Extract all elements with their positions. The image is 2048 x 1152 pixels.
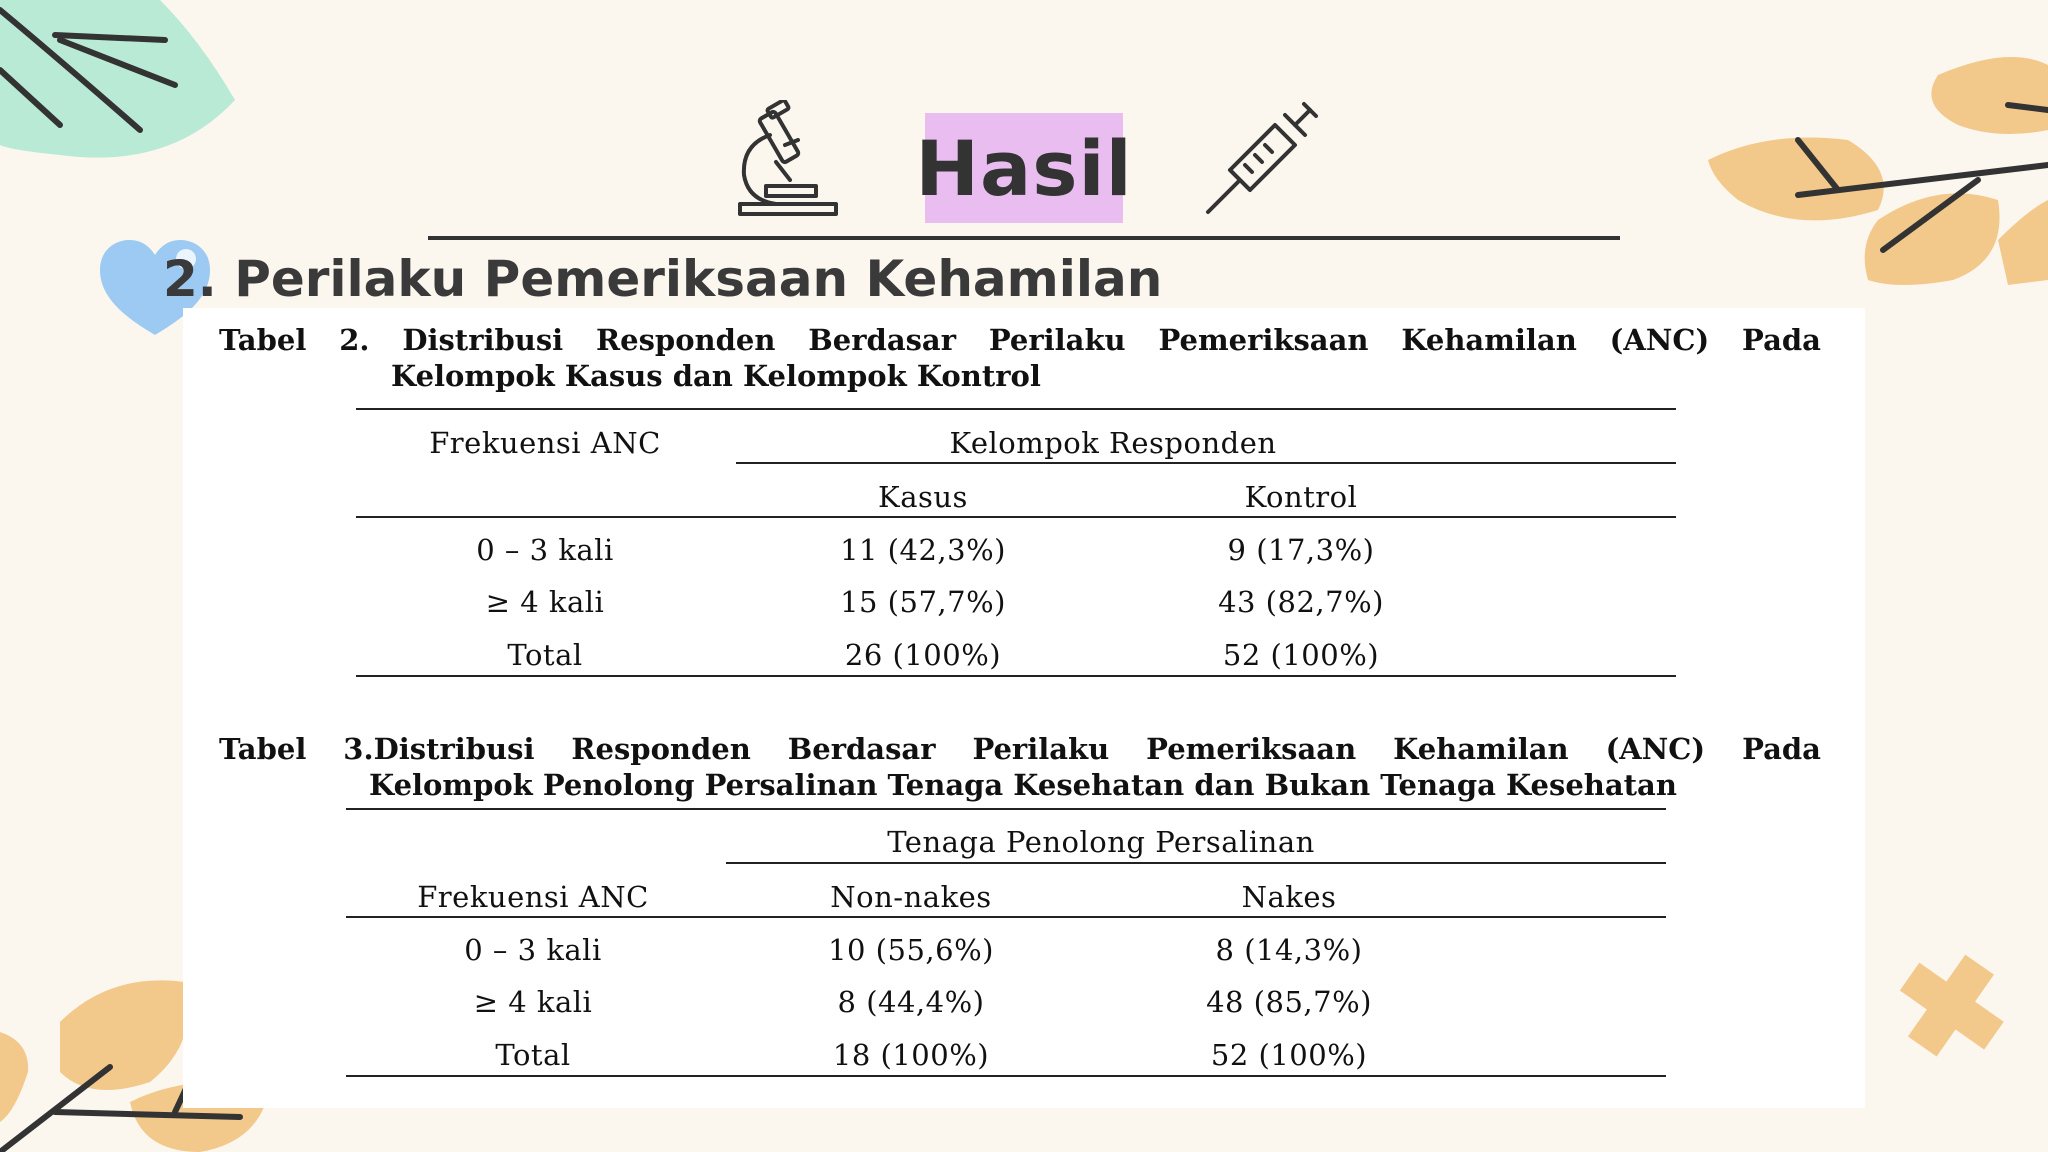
table2-group-header: Kelompok Responden — [949, 426, 1277, 460]
table3-cell: 8 (14,3%) — [1215, 933, 1363, 967]
table2-cell: 26 (100%) — [844, 638, 1002, 672]
leaf-decoration-top-left — [0, 0, 250, 170]
table3-cell: 52 (100%) — [1210, 1038, 1368, 1072]
table3-cell: 18 (100%) — [832, 1038, 990, 1072]
table2-cell: 11 (42,3%) — [840, 533, 1006, 567]
table3-group-header: Tenaga Penolong Persalinan — [887, 825, 1315, 859]
table2-row-header: Frekuensi ANC — [429, 426, 661, 460]
table2-bottom-rule — [356, 675, 1676, 677]
table3-row-label: ≥ 4 kali — [473, 985, 593, 1019]
microscope-icon — [730, 100, 840, 220]
table3-caption — [219, 732, 1821, 802]
table2-col-kontrol: Kontrol — [1244, 480, 1358, 514]
table2-header-rule — [356, 516, 1676, 518]
table3-cell: 10 (55,6%) — [828, 933, 994, 967]
table3-caption-line2: Kelompok Penolong Persalinan Tenaga Kesehatan dan Bukan Tenaga Kesehatan — [369, 768, 1677, 802]
table3-caption-line1: Tabel 3.Distribusi Responden Berdasar Perilaku Pemeriksaan Kehamilan (ANC) Pada — [219, 732, 1821, 766]
table3-group-rule — [726, 862, 1666, 864]
table2-row-label: 0 – 3 kali — [476, 533, 614, 567]
table3-cell: 48 (85,7%) — [1206, 985, 1372, 1019]
table3-row-label: 0 – 3 kali — [464, 933, 602, 967]
table2-top-rule — [356, 408, 1676, 410]
table2-cell: 52 (100%) — [1222, 638, 1380, 672]
table2-col-kasus: Kasus — [878, 480, 968, 514]
table3-cell: 8 (44,4%) — [837, 985, 985, 1019]
table3-row-label: Total — [495, 1038, 571, 1072]
table-image-card — [183, 308, 1865, 1108]
table3-top-rule — [346, 808, 1666, 810]
syringe-icon — [1200, 100, 1320, 220]
table3-bottom-rule — [346, 1075, 1666, 1077]
table2-caption-line2: Kelompok Kasus dan Kelompok Kontrol — [391, 359, 1041, 393]
table2-row-label: ≥ 4 kali — [485, 585, 605, 619]
table3-row-header: Frekuensi ANC — [417, 880, 649, 914]
plus-decoration — [1898, 952, 2008, 1062]
table2-caption-line1: Tabel 2. Distribusi Responden Berdasar Perilaku Pemeriksaan Kehamilan (ANC) Pada — [219, 323, 1821, 357]
table2-group-rule — [736, 462, 1676, 464]
section-heading: 2. Perilaku Pemeriksaan Kehamilan — [163, 250, 1163, 308]
table3-col-nakes: Nakes — [1241, 880, 1337, 914]
title-highlight — [915, 113, 1133, 223]
table3-col-non-nakes: Non-nakes — [830, 880, 992, 914]
table2-cell: 43 (82,7%) — [1218, 585, 1384, 619]
leaf-decoration-top-right — [1708, 50, 2048, 310]
table2-row-label: Total — [507, 638, 583, 672]
table2-cell: 15 (57,7%) — [840, 585, 1006, 619]
table3-header-rule — [346, 916, 1666, 918]
page-title: Hasil — [915, 123, 1133, 213]
table2-caption — [219, 323, 1821, 393]
title-divider — [428, 236, 1620, 240]
table2-cell: 9 (17,3%) — [1227, 533, 1375, 567]
